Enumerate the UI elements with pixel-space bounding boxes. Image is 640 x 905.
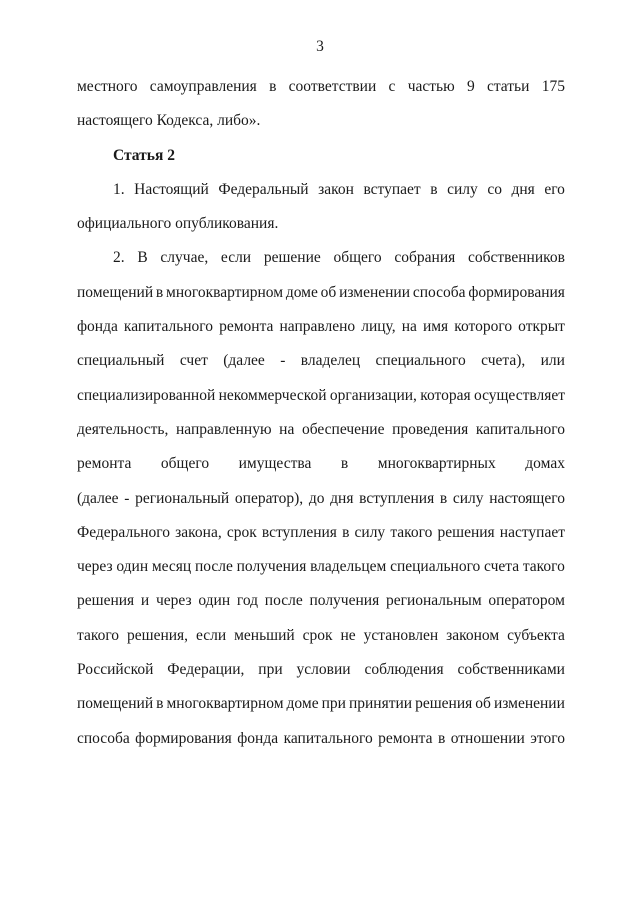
word: специализированной (77, 386, 216, 404)
word: В (137, 249, 148, 267)
word: такого (77, 626, 120, 644)
word: в (342, 523, 350, 541)
word: меньший (234, 626, 295, 644)
word: осуществляет (473, 386, 565, 404)
word: некоммерческой (218, 386, 327, 404)
word: наступает (499, 523, 565, 541)
word: 175 (541, 78, 565, 95)
word: вступления (359, 489, 435, 507)
word: на (401, 318, 417, 336)
word: один (116, 558, 149, 576)
text-line (77, 687, 565, 721)
word: соблюдения (364, 661, 444, 679)
word: общего (333, 249, 382, 267)
word: изменении (493, 695, 565, 713)
word: закона, (175, 523, 222, 541)
word: счета), (481, 352, 526, 370)
word: оператором (488, 592, 565, 610)
word: 2. (113, 249, 125, 267)
word: получения (309, 592, 380, 610)
word: дня (330, 489, 354, 507)
word: общего (160, 455, 210, 473)
word: местного (77, 78, 138, 95)
text-line (77, 413, 565, 447)
word: если (195, 626, 227, 644)
text-line (77, 584, 565, 618)
word: дня (511, 180, 535, 198)
word: такого (522, 558, 565, 576)
text-line: настоящего Кодекса, либо». (77, 112, 261, 130)
word: которая (420, 386, 471, 404)
word: Федеральный (218, 180, 309, 198)
article-body (77, 70, 565, 756)
word: собственниками (457, 661, 565, 679)
word: которого (454, 318, 513, 336)
word: в (439, 489, 448, 507)
word: многоквартирном (166, 695, 284, 713)
word: частью (407, 78, 455, 95)
word: открыт (518, 318, 565, 336)
word: силу (452, 489, 484, 507)
page-number: 3 (316, 38, 324, 55)
word: способа (412, 283, 466, 301)
text-line (77, 482, 565, 516)
word: деятельность, (77, 420, 169, 438)
word: на (279, 420, 295, 438)
word: месяц (151, 558, 192, 576)
word: владелец (300, 352, 361, 370)
word: законом (446, 626, 500, 644)
text-line (77, 379, 565, 413)
word: помещений (77, 283, 154, 301)
word: лицу, (361, 318, 396, 336)
word: фонда (237, 729, 279, 747)
word: Настоящий (134, 180, 209, 198)
word: (далее (77, 489, 119, 507)
word: случае, (160, 249, 209, 267)
word: субъекта (507, 626, 565, 644)
word: региональным (385, 592, 482, 610)
word: способа (77, 729, 130, 747)
word: год (236, 592, 259, 610)
word: проведения (392, 420, 469, 438)
word: такого (390, 523, 433, 541)
text-line (77, 516, 565, 550)
word: ремонта (219, 318, 274, 336)
word: вступления (261, 523, 337, 541)
word: региональный (135, 489, 230, 507)
word: после (194, 558, 233, 576)
word: один (198, 592, 231, 610)
word: при (321, 695, 346, 713)
word: доме (285, 283, 318, 301)
word: - (124, 489, 130, 507)
word: получения (236, 558, 307, 576)
word: срок (302, 626, 333, 644)
article-heading: Статья 2 (113, 146, 175, 164)
word: об (475, 695, 491, 713)
word: помещений (77, 695, 154, 713)
text-line (77, 310, 565, 344)
word: если (220, 249, 252, 267)
word: решения (415, 695, 473, 713)
word: силу (354, 523, 386, 541)
word: направленную (176, 420, 272, 438)
text-line (77, 70, 565, 104)
word: специальный (77, 352, 165, 370)
word: или (540, 352, 565, 370)
word: собрания (394, 249, 456, 267)
word: Российской (77, 661, 154, 679)
text-line (77, 447, 565, 481)
word: счет (179, 352, 208, 370)
word: отношении (450, 729, 525, 747)
word: с (388, 78, 396, 95)
word: до (308, 489, 325, 507)
word: 1. (113, 180, 125, 198)
word: не (340, 626, 356, 644)
word: через (77, 558, 113, 576)
word: ремонта (77, 455, 132, 473)
word: после (264, 592, 303, 610)
word: домах (525, 455, 565, 473)
text-line (77, 619, 565, 653)
word: в (340, 455, 349, 473)
word: при (258, 661, 283, 679)
word: настоящего (489, 489, 565, 507)
word: его (544, 180, 565, 198)
word: силу (447, 180, 478, 198)
word: в (156, 695, 164, 713)
word: со (487, 180, 502, 198)
word: капитального (123, 318, 214, 336)
word: и (140, 592, 150, 610)
word: имущества (238, 455, 312, 473)
word: многоквартирном (166, 283, 284, 301)
word: направлено (279, 318, 356, 336)
text-line (77, 344, 565, 378)
word: решения (77, 592, 135, 610)
word: срок (226, 523, 257, 541)
word: изменении (339, 283, 411, 301)
word: формирования (468, 283, 565, 301)
word: - (280, 352, 286, 370)
word: в (430, 180, 438, 198)
word: капитального (475, 420, 565, 438)
word: в (269, 78, 277, 95)
word: доме (286, 695, 319, 713)
word: 9 (466, 78, 475, 95)
text-line (77, 276, 565, 310)
word: многоквартирных (377, 455, 496, 473)
word: через (155, 592, 192, 610)
word: ремонта (378, 729, 433, 747)
word: специального (390, 558, 481, 576)
word: решение (263, 249, 321, 267)
word: специального (375, 352, 466, 370)
word: собственников (467, 249, 565, 267)
word: условии (296, 661, 351, 679)
text-line (77, 241, 565, 275)
word: об (320, 283, 337, 301)
word: решения (437, 523, 495, 541)
word: соответствии (288, 78, 377, 95)
word: формирования (135, 729, 232, 747)
text-line: официального опубликования. (77, 215, 279, 233)
word: (далее (223, 352, 265, 370)
text-line (77, 550, 565, 584)
word: установлен (363, 626, 439, 644)
word: решения, (127, 626, 189, 644)
word: Федерации, (167, 661, 245, 679)
word: Федерального (77, 523, 171, 541)
word: организации, (329, 386, 417, 404)
word: в (437, 729, 446, 747)
text-line (77, 173, 565, 207)
word: в (155, 283, 164, 301)
word: счета (484, 558, 520, 576)
word: вступает (363, 180, 421, 198)
word: самоуправления (149, 78, 257, 95)
word: статьи (486, 78, 530, 95)
word: капитального (283, 729, 373, 747)
word: закон (318, 180, 354, 198)
word: этого (530, 729, 565, 747)
text-line (77, 653, 565, 687)
word: оператор), (234, 489, 304, 507)
text-line (77, 722, 565, 756)
word: владельцем (310, 558, 387, 576)
word: обеспечение (301, 420, 385, 438)
word: фонда (77, 318, 118, 336)
word: принятии (348, 695, 413, 713)
word: имя (422, 318, 449, 336)
